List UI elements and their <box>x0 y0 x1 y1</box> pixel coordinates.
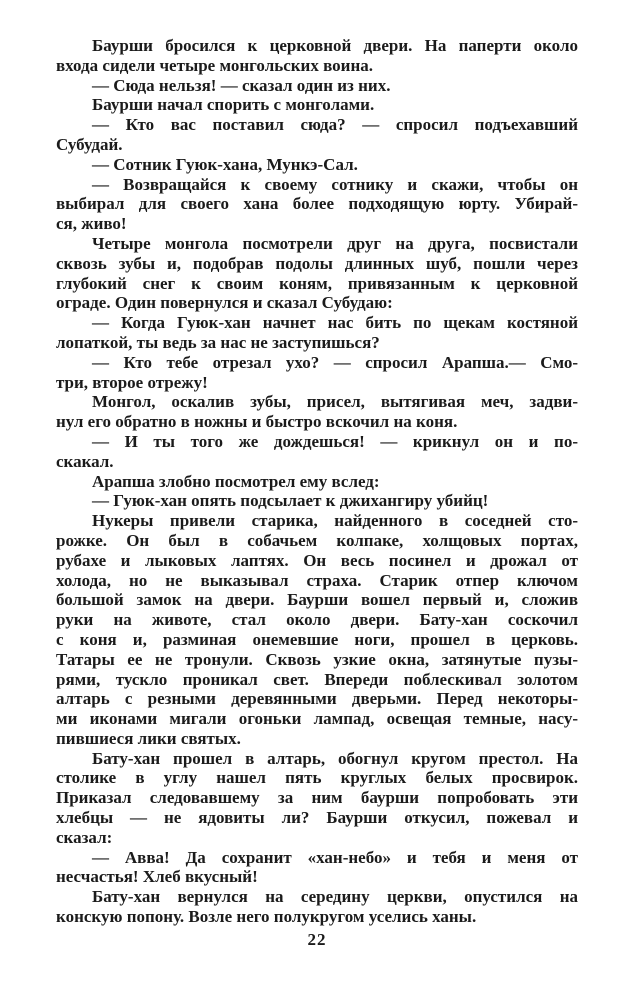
text-line: руки на животе, стал около двери. Бату-хан соскочил <box>56 610 578 630</box>
text-line: Монгол, оскалив зубы, присел, вытягивая меч, задви- <box>92 392 578 412</box>
text-line: сквозь зубы и, подобрав подолы длинных шуб, пошли через <box>56 253 578 273</box>
paragraph <box>56 749 578 848</box>
text-line: с коня и, разминая онемевшие ноги, прошел в церковь. <box>56 629 578 649</box>
text-line: — Авва! Да сохранит «хан-небо» и тебя и меня от <box>92 847 578 867</box>
text-line: ся, живо! <box>56 214 127 234</box>
paragraph <box>56 175 578 234</box>
text-line: рями, тускло проникал свет. Впереди поблескивал золотом <box>56 669 578 689</box>
text-line: — Возвращайся к своему сотнику и скажи, чтобы он <box>92 174 578 194</box>
text-line: — Сюда нельзя! — сказал один из них. <box>92 75 391 95</box>
paragraph <box>56 887 578 927</box>
text-line: выбирал для своего хана более подходящую юрту. Убирай- <box>56 194 578 214</box>
text-line: Татары ее не тронули. Сквозь узкие окна, затянутые пузы- <box>56 649 578 669</box>
text-line: большой замок на двери. Баурши вошел первый и, сложив <box>56 590 578 610</box>
text-line: Арапша злобно посмотрел ему вслед: <box>92 471 380 491</box>
paragraph <box>56 115 578 155</box>
paragraph <box>56 432 578 472</box>
paragraph <box>56 155 578 175</box>
text-block <box>56 36 578 927</box>
text-line: Приказал следовавшему за ним баурши попробовать эти <box>56 788 578 808</box>
text-line: — Когда Гуюк-хан начнет нас бить по щекам костяной <box>92 313 578 333</box>
text-line: столике в углу нашел пять круглых белых просвирок. <box>56 768 578 788</box>
text-line: Нукеры привели старика, найденного в соседней сто- <box>92 511 578 531</box>
paragraph <box>56 511 578 749</box>
paragraph <box>56 353 578 393</box>
text-line: ми иконами мигали огоньки лампад, освещая темные, насу- <box>56 709 578 729</box>
text-line: сказал: <box>56 827 113 847</box>
text-line: — Кто вас поставил сюда? — спросил подъехавший <box>92 115 578 135</box>
text-line: лопаткой, ты ведь за нас не заступишься? <box>56 332 380 352</box>
text-line: Четыре монгола посмотрели друг на друга, посвистали <box>92 233 578 253</box>
paragraph <box>56 76 578 96</box>
text-line: — И ты того же дождешься! — крикнул он и по- <box>92 431 578 451</box>
page-number: 22 <box>307 930 327 949</box>
text-line: пившиеся лики святых. <box>56 728 241 748</box>
text-line: Баурши начал спорить с монголами. <box>92 95 375 115</box>
text-line: Бату-хан прошел в алтарь, обогнул кругом престол. На <box>92 748 578 768</box>
text-line: три, второе отрежу! <box>56 372 208 392</box>
text-line: хлебцы — не ядовиты ли? Баурши откусил, пожевал и <box>56 808 578 828</box>
text-line: алтарь с резными деревянными дверьми. Перед некоторы- <box>56 689 578 709</box>
text-line: ограде. Один повернулся и сказал Субудаю: <box>56 293 393 313</box>
text-line: входа сидели четыре монгольских воина. <box>56 55 374 75</box>
text-line: холода, но не выказывал страха. Старик отпер ключом <box>56 570 578 590</box>
text-line: — Кто тебе отрезал ухо? — спросил Арапша.— Смо- <box>92 352 578 372</box>
text-line: скакал. <box>56 451 114 471</box>
text-line: глубокий снег к своим коням, привязанным к церковной <box>56 273 578 293</box>
paragraph <box>56 472 578 492</box>
paragraph <box>56 491 578 511</box>
text-line: Бату-хан вернулся на середину церкви, опустился на <box>92 887 578 907</box>
text-line: конскую попону. Возле него полукругом уселись ханы. <box>56 907 477 927</box>
paragraph <box>56 234 578 313</box>
text-line: нул его обратно в ножны и быстро вскочил на коня. <box>56 412 458 432</box>
paragraph <box>56 848 578 888</box>
text-line: — Сотник Гуюк-хана, Мункэ-Сал. <box>92 154 358 174</box>
text-line: рубахе и лыковых лаптях. Он весь посинел и дрожал от <box>56 550 578 570</box>
text-line: Субудай. <box>56 134 123 154</box>
paragraph <box>56 392 578 432</box>
text-line: несчастья! Хлеб вкусный! <box>56 867 258 887</box>
text-line: — Гуюк-хан опять подсылает к джихангиру убийц! <box>92 491 489 511</box>
text-line: Баурши бросился к церковной двери. На паперти около <box>92 36 578 55</box>
paragraph <box>56 36 578 76</box>
paragraph <box>56 313 578 353</box>
text-line: рожке. Он был в собачьем колпаке, холщовых портах, <box>56 530 578 550</box>
paragraph <box>56 95 578 115</box>
